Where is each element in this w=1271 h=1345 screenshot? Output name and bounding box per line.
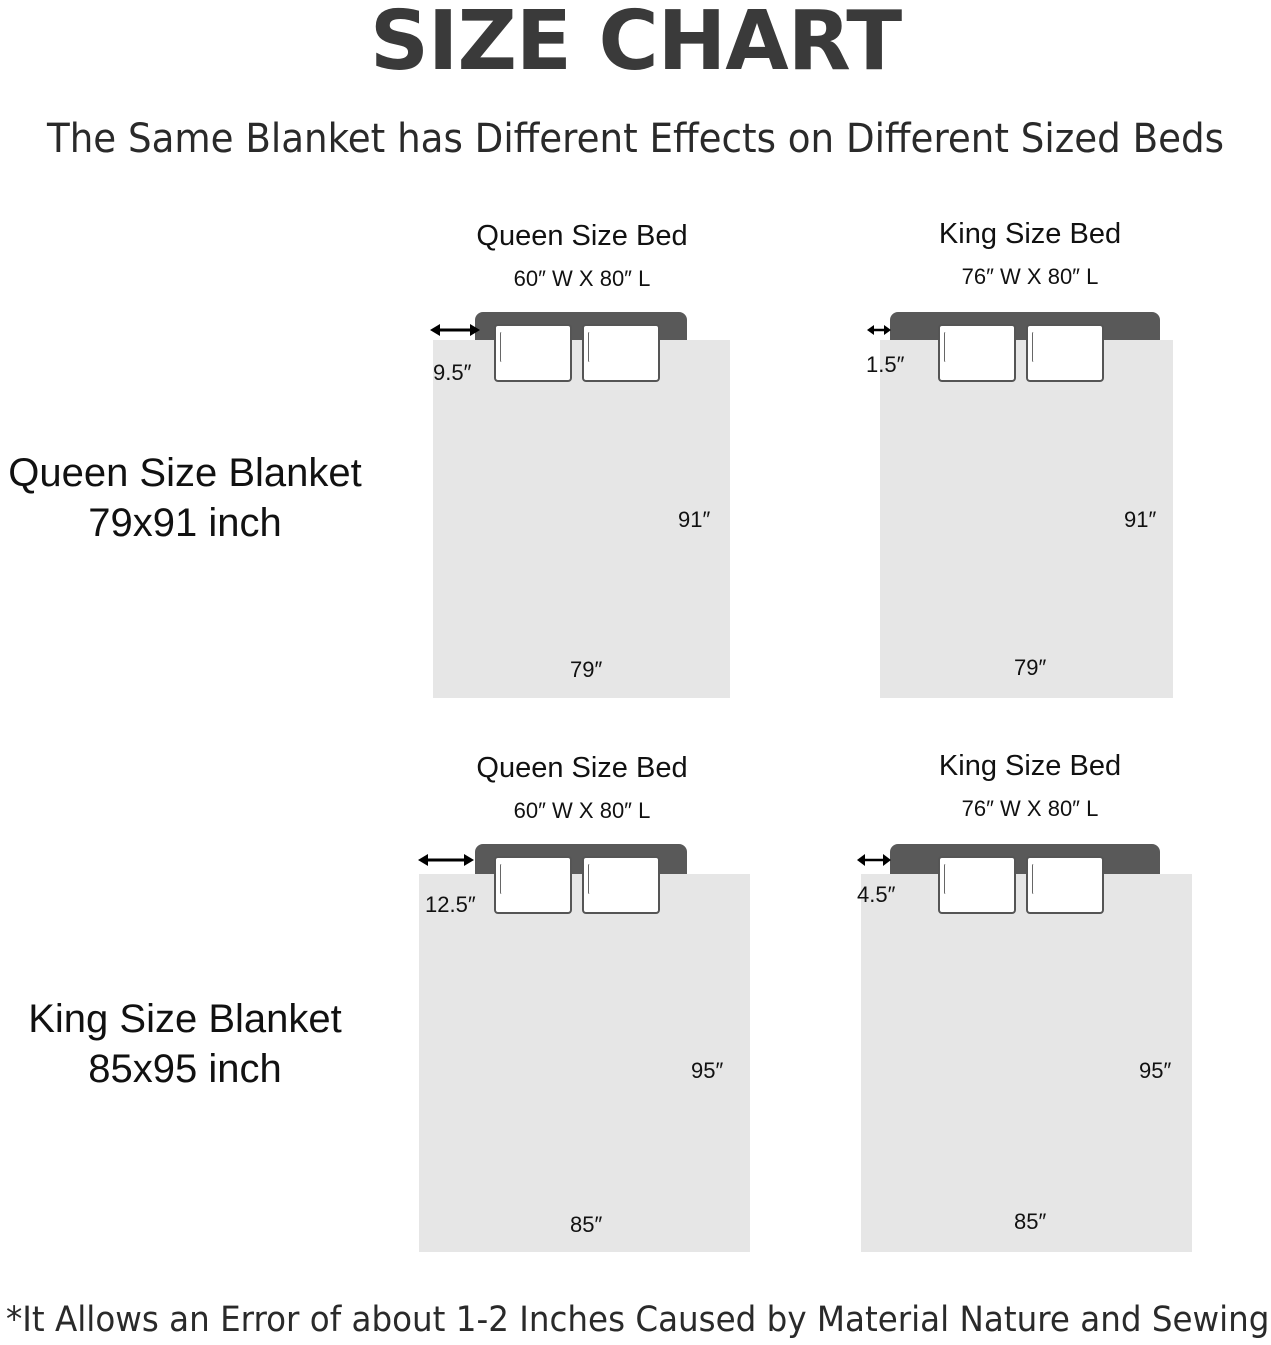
length-label: 95″	[691, 1058, 724, 1083]
overhang-label: 9.5″	[433, 360, 472, 385]
length-label: 95″	[1139, 1058, 1172, 1083]
headboard	[890, 844, 1160, 876]
double-arrow-icon	[430, 322, 480, 338]
length-label: 91″	[678, 507, 711, 532]
headboard	[890, 312, 1160, 342]
bed-dimensions: 60″ W X 80″ L	[513, 266, 651, 291]
row-label-king-blanket	[0, 994, 370, 1094]
page-title: SIZE CHART	[369, 0, 902, 89]
row-label-line2: 79x91 inch	[88, 501, 282, 545]
bed-title: King Size Bed	[938, 750, 1122, 782]
bed-dimensions: 76″ W X 80″ L	[961, 264, 1099, 289]
row-label-line1: Queen Size Blanket	[8, 451, 362, 495]
width-label: 85″	[570, 1212, 603, 1237]
page-subtitle: The Same Blanket has Different Effects on Different Sized Beds	[46, 116, 1225, 162]
row-label-line1: King Size Blanket	[28, 997, 342, 1041]
pillow	[582, 324, 660, 382]
bed-title: Queen Size Bed	[476, 752, 688, 784]
double-arrow-icon	[418, 852, 474, 868]
width-label: 79″	[570, 657, 603, 682]
overhang-label: 1.5″	[866, 352, 905, 377]
footnote: *It Allows an Error of about 1-2 Inches Caused by Material Nature and Sewing	[6, 1300, 1270, 1340]
bed-dimensions: 76″ W X 80″ L	[961, 796, 1099, 821]
overhang-label: 12.5″	[425, 892, 476, 917]
row-label-line2: 85x95 inch	[88, 1047, 282, 1091]
bed-dimensions: 60″ W X 80″ L	[513, 798, 651, 823]
pillow	[582, 856, 660, 914]
pillow	[1026, 856, 1104, 914]
length-label: 91″	[1124, 507, 1157, 532]
pillow	[938, 856, 1016, 914]
pillow	[494, 324, 572, 382]
pillow	[938, 324, 1016, 382]
width-label: 79″	[1014, 655, 1047, 680]
pillow	[494, 856, 572, 914]
double-arrow-icon	[867, 322, 891, 338]
width-label: 85″	[1014, 1209, 1047, 1234]
double-arrow-icon	[857, 852, 891, 868]
row-label-queen-blanket	[0, 448, 370, 548]
bed-title: Queen Size Bed	[476, 220, 688, 252]
pillow	[1026, 324, 1104, 382]
bed-title: King Size Bed	[938, 218, 1122, 250]
overhang-label: 4.5″	[857, 882, 896, 907]
